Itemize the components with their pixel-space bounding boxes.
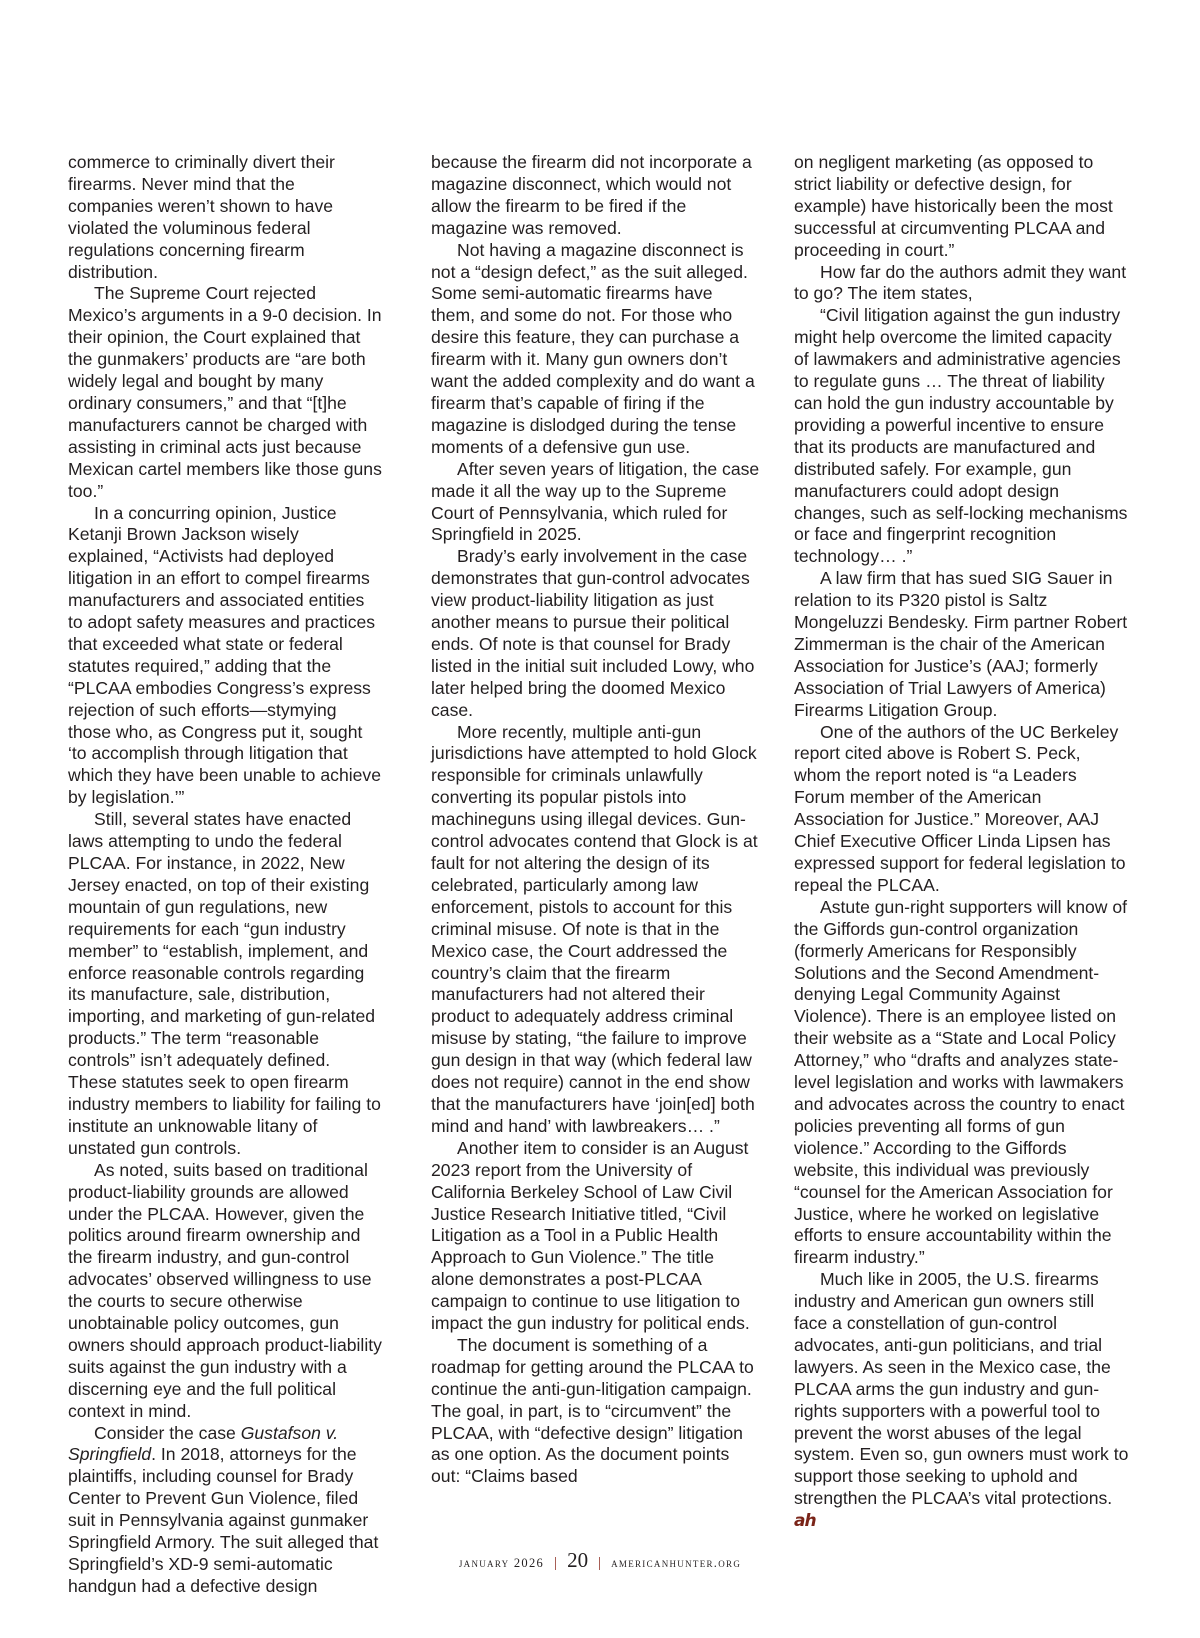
paragraph: As noted, suits based on traditional product-liability grounds are allowed under the PLCAA. However, given the politics around firearm ownership and the firearm industry, and gun-control advocates’ observed willingness to use the courts to secure otherwise unobtainable policy outcomes, gun owners should approach product-liability suits against the gun industry with a discerning eye and the full political context in mind. xyxy=(68,1159,382,1421)
issue-date: january 2026 xyxy=(458,1556,545,1570)
paragraph: The document is something of a roadmap for getting around the PLCAA to continue the anti-gun-litigation campaign. The goal, in part, is to “circumvent” the PLCAA, with “defective design” litigation as one option. As the document points out: “Claims based xyxy=(431,1334,754,1487)
paragraph: Still, several states have enacted laws attempting to undo the federal PLCAA. For instance, in 2022, New Jersey enacted, on top of their existing mountain of gun regulations, new requirements for each “gun industry member” to “establish, implement, and enforce reasonable controls regarding its manufacture, sale, distribution, importing, and marketing of gun-related products.” The term “reasonable controls” isn’t adequately defined. These statutes seek to open firearm industry members to liability for failing to institute an unknowable litany of unstated gun controls. xyxy=(68,809,381,1158)
paragraph: on negligent marketing (as opposed to strict liability or defective design, for example) have historically been the most successful at circumventing PLCAA and proceeding in court.” xyxy=(794,152,1113,260)
paragraph: One of the authors of the UC Berkeley report cited above is Robert S. Peck, whom the report noted is “a Leaders Forum member of the American Association for Justice.” Moreover, AAJ Chief Executive Officer Linda Lipsen has expressed support for federal legislation to repeal the PLCAA. xyxy=(794,721,1126,895)
footer-separator: | xyxy=(554,1555,558,1571)
closing-paragraph-text: Much like in 2005, the U.S. firearms industry and American gun owners still face a constellation of gun-control advocates, anti-gun politicians, and trial lawyers. As seen in the Mexico case, the PLCAA arms the gun industry and gun-rights supporters with a powerful tool to prevent the worst abuses of the legal system. Even so, gun owners must work to support those seeking to uphold and strengthen the PLCAA’s vital protections. xyxy=(794,1269,1129,1509)
article-column-3 xyxy=(794,152,1129,1533)
paragraph: More recently, multiple anti-gun jurisdictions have attempted to hold Glock responsible for criminals unlawfully converting its popular pistols into machineguns using illegal devices. Gun-control advocates contend that Glock is at fault for not altering the design of its celebrated, particularly among law enforcement, pistols to account for this criminal misuse. Of note is that in the Mexico case, the Court addressed the country’s claim that the firearm manufacturers had not altered their product to adequately address criminal misuse by stating, “the failure to improve gun design in that way (which federal law does not require) cannot in the end show that the manufacturers have ‘join[ed] both mind and hand’ with lawbreakers… .” xyxy=(431,721,758,1136)
paragraph: commerce to criminally divert their firearms. Never mind that the companies weren’t shown to have violated the voluminous federal regulations concerning firearm distribution. xyxy=(68,152,335,282)
page-number: 20 xyxy=(567,1548,589,1572)
paragraph: After seven years of litigation, the case made it all the way up to the Supreme Court of Pennsylvania, which ruled for Springfield in 2025. xyxy=(431,458,760,545)
paragraph: How far do the authors admit they want to go? The item states, xyxy=(794,261,1127,304)
case-name: Gustafson v. Springfield xyxy=(68,1422,339,1465)
paragraph: Brady’s early involvement in the case demonstrates that gun-control advocates view product-liability litigation as just another means to pursue their political ends. Of note is that counsel for Brady listed in the initial suit included Lowy, who later helped bring the doomed Mexico case. xyxy=(431,546,755,720)
paragraph: Another item to consider is an August 2023 report from the University of California Berkeley School of Law Civil Justice Research Initiative titled, “Civil Litigation as a Tool in a Public Health Approach to Gun Violence.” The title alone demonstrates a post-PLCAA campaign to continue to use litigation to impact the gun industry for political ends. xyxy=(431,1137,750,1334)
paragraph: Not having a magazine disconnect is not a “design defect,” as the suit alleged. Some semi-automatic firearms have them, and some do not. For those who desire this feature, they can purchase a firearm with it. Many gun owners don’t want the added complexity and do want a firearm that’s capable of firing if the magazine is dislodged during the tense moments of a defensive gun use. xyxy=(431,239,755,457)
end-mark-logo: ah xyxy=(794,1511,816,1532)
paragraph: “Civil litigation against the gun industry might help overcome the limited capacity of lawmakers and administrative agencies to regulate guns … The threat of liability can hold the gun industry accountable by providing a powerful incentive to ensure that its products are manufactured and distributed safely. For example, gun manufacturers could adopt design changes, such as self-locking mechanisms or face and fingerprint recognition technology… .” xyxy=(794,305,1128,567)
paragraph: A law firm that has sued SIG Sauer in relation to its P320 pistol is Saltz Mongeluzzi Bendesky. Firm partner Robert Zimmerman is the chair of the American Association for Justice’s (AAJ; formerly Association of Trial Lawyers of America) Firearms Litigation Group. xyxy=(794,568,1128,720)
article-column-1 xyxy=(68,152,383,1598)
article-column-2 xyxy=(431,152,761,1488)
paragraph-lead: Consider the case xyxy=(94,1422,241,1443)
footer-separator: | xyxy=(598,1555,602,1571)
paragraph: Astute gun-right supporters will know of the Giffords gun-control organization (formerly Americans for Responsibly Solutions and the Second Amendment-denying Legal Community Against Violence). There is an employee listed on their website as a “State and Local Policy Attorney,” who “drafts and analyzes state-level legislation and works with lawmakers and advocates across the country to enact policies preventing all forms of gun violence.” According to the Giffords website, this individual was previously “counsel for the American Association for Justice, where he worked on legislative efforts to ensure accountability within the firearm industry.” xyxy=(794,896,1128,1268)
paragraph: In a concurring opinion, Justice Ketanji Brown Jackson wisely explained, “Activists had deployed litigation in an effort to compel firearms manufacturers and associated entities to adopt safety measures and practices that exceeded what state or federal statutes required,” adding that the “PLCAA embodies Congress’s express rejection of such efforts—stymying those who, as Congress put it, sought ‘to accomplish through litigation that which they have been unable to achieve by legislation.’” xyxy=(68,502,382,808)
paragraph: The Supreme Court rejected Mexico’s arguments in a 9-0 decision. In their opinion, the Court explained that the gunmakers’ products are “are both widely legal and bought by many ordinary consumers,” and that “[t]he manufacturers cannot be charged with assisting in criminal acts just because Mexican cartel members like those guns too.” xyxy=(68,283,382,501)
paragraph xyxy=(794,1269,1129,1533)
paragraph: because the firearm did not incorporate a magazine disconnect, which would not allow the firearm to be fired if the magazine was removed. xyxy=(431,152,752,238)
website-link[interactable]: americanhunter.org xyxy=(611,1556,742,1570)
page-footer xyxy=(0,1548,1200,1573)
paragraph-rest: . In 2018, attorneys for the plaintiffs, including counsel for Brady Center to Prevent Gun Violence, filed suit in Pennsylvania against gunmaker Springfield Armory. The suit alleged that Springfield’s XD-9 semi-automatic handgun had a defective design xyxy=(68,1444,379,1596)
